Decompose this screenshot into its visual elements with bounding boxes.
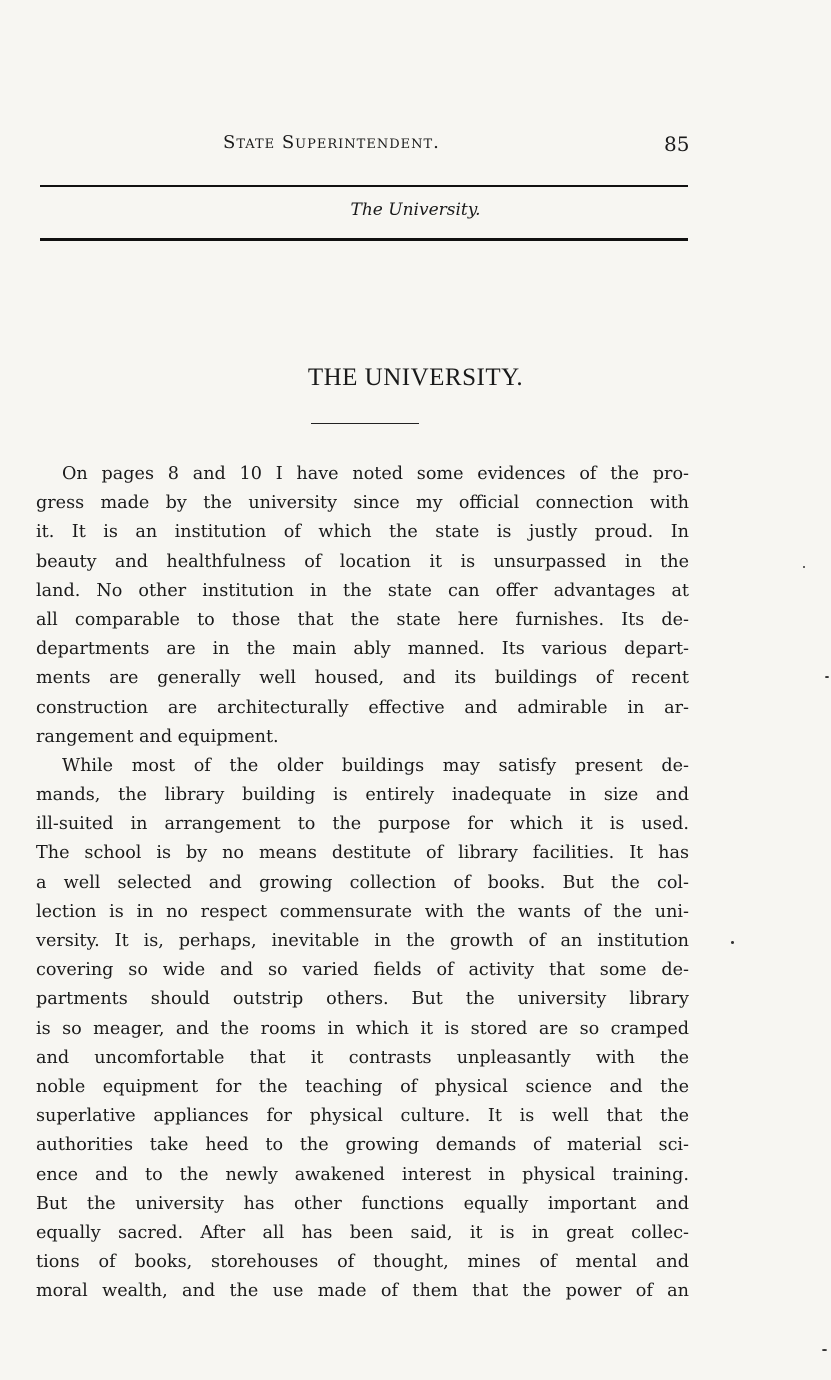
paragraph-2-line: tions of books, storehouses of thought, mines of mental and: [36, 1252, 689, 1273]
paragraph-1-line: land. No other institution in the state can offer advantages at: [36, 580, 689, 601]
paragraph-2-line: a well selected and growing collection of books. But the col-: [36, 872, 689, 893]
header-rule-top: [40, 185, 688, 187]
paragraph-2-line: noble equipment for the teaching of physical science and the: [36, 1076, 689, 1097]
paragraph-2-line: is so meager, and the rooms in which it is stored are so cramped: [36, 1018, 689, 1039]
paragraph-2-line: versity. It is, perhaps, inevitable in the growth of an institution: [36, 931, 689, 951]
running-title: State Superintendent.: [223, 132, 440, 153]
paragraph-1-line: all comparable to those that the state here furnishes. Its de-: [36, 609, 689, 630]
paragraph-2-line: But the university has other functions equally important and: [36, 1193, 689, 1214]
paragraph-1-line: beauty and healthfulness of location it is unsurpassed in the: [36, 551, 689, 572]
paragraph-2-line: The school is by no means destitute of library facilities. It has: [36, 843, 689, 864]
header-rule-bottom: [40, 238, 688, 241]
paragraph-2-line: ence and to the newly awakened interest in physical training.: [36, 1164, 689, 1185]
scan-speck: [803, 566, 805, 568]
paragraph-2-line: While most of the older buildings may satisfy present de-: [62, 755, 689, 776]
section-subtitle: The University.: [350, 200, 481, 220]
scan-speck: [731, 941, 734, 944]
paragraph-2-line: equally sacred. After all has been said, it is in great collec-: [36, 1222, 689, 1243]
paragraph-2-line: moral wealth, and the use made of them that the power of an: [36, 1281, 689, 1302]
paragraph-2-line: covering so wide and so varied fields of activity that some de-: [36, 960, 689, 981]
scan-speck: [825, 676, 829, 678]
body-text: [36, 460, 689, 1306]
paragraph-2-line: ill-suited in arrangement to the purpose for which it is used.: [36, 814, 689, 835]
paragraph-1-line: gress made by the university since my official connection with: [36, 493, 689, 514]
page-title: THE UNIVERSITY.: [307, 364, 524, 391]
paragraph-1-line: departments are in the main ably manned. Its various depart-: [36, 639, 689, 660]
title-divider: [311, 423, 419, 424]
paragraph-1-line: On pages 8 and 10 I have noted some evidences of the pro-: [62, 464, 689, 484]
paragraph-1-line: rangement and equipment.: [36, 726, 279, 747]
paragraph-2-line: lection is in no respect commensurate with the wants of the uni-: [36, 901, 689, 922]
scan-speck: [822, 1349, 827, 1351]
paragraph-2-line: mands, the library building is entirely inadequate in size and: [36, 785, 689, 806]
paragraph-1-line: ments are generally well housed, and its buildings of recent: [36, 668, 689, 689]
paragraph-2-line: partments should outstrip others. But the university library: [36, 989, 689, 1010]
paragraph-2-line: superlative appliances for physical culture. It is well that the: [36, 1106, 689, 1127]
paragraph-2-line: and uncomfortable that it contrasts unpleasantly with the: [36, 1047, 689, 1068]
paragraph-1-line: it. It is an institution of which the state is justly proud. In: [36, 522, 689, 543]
paragraph-1-line: construction are architecturally effective and admirable in ar-: [36, 697, 689, 718]
paragraph-2-line: authorities take heed to the growing demands of material sci-: [36, 1135, 689, 1156]
page-number: 85: [664, 132, 690, 156]
